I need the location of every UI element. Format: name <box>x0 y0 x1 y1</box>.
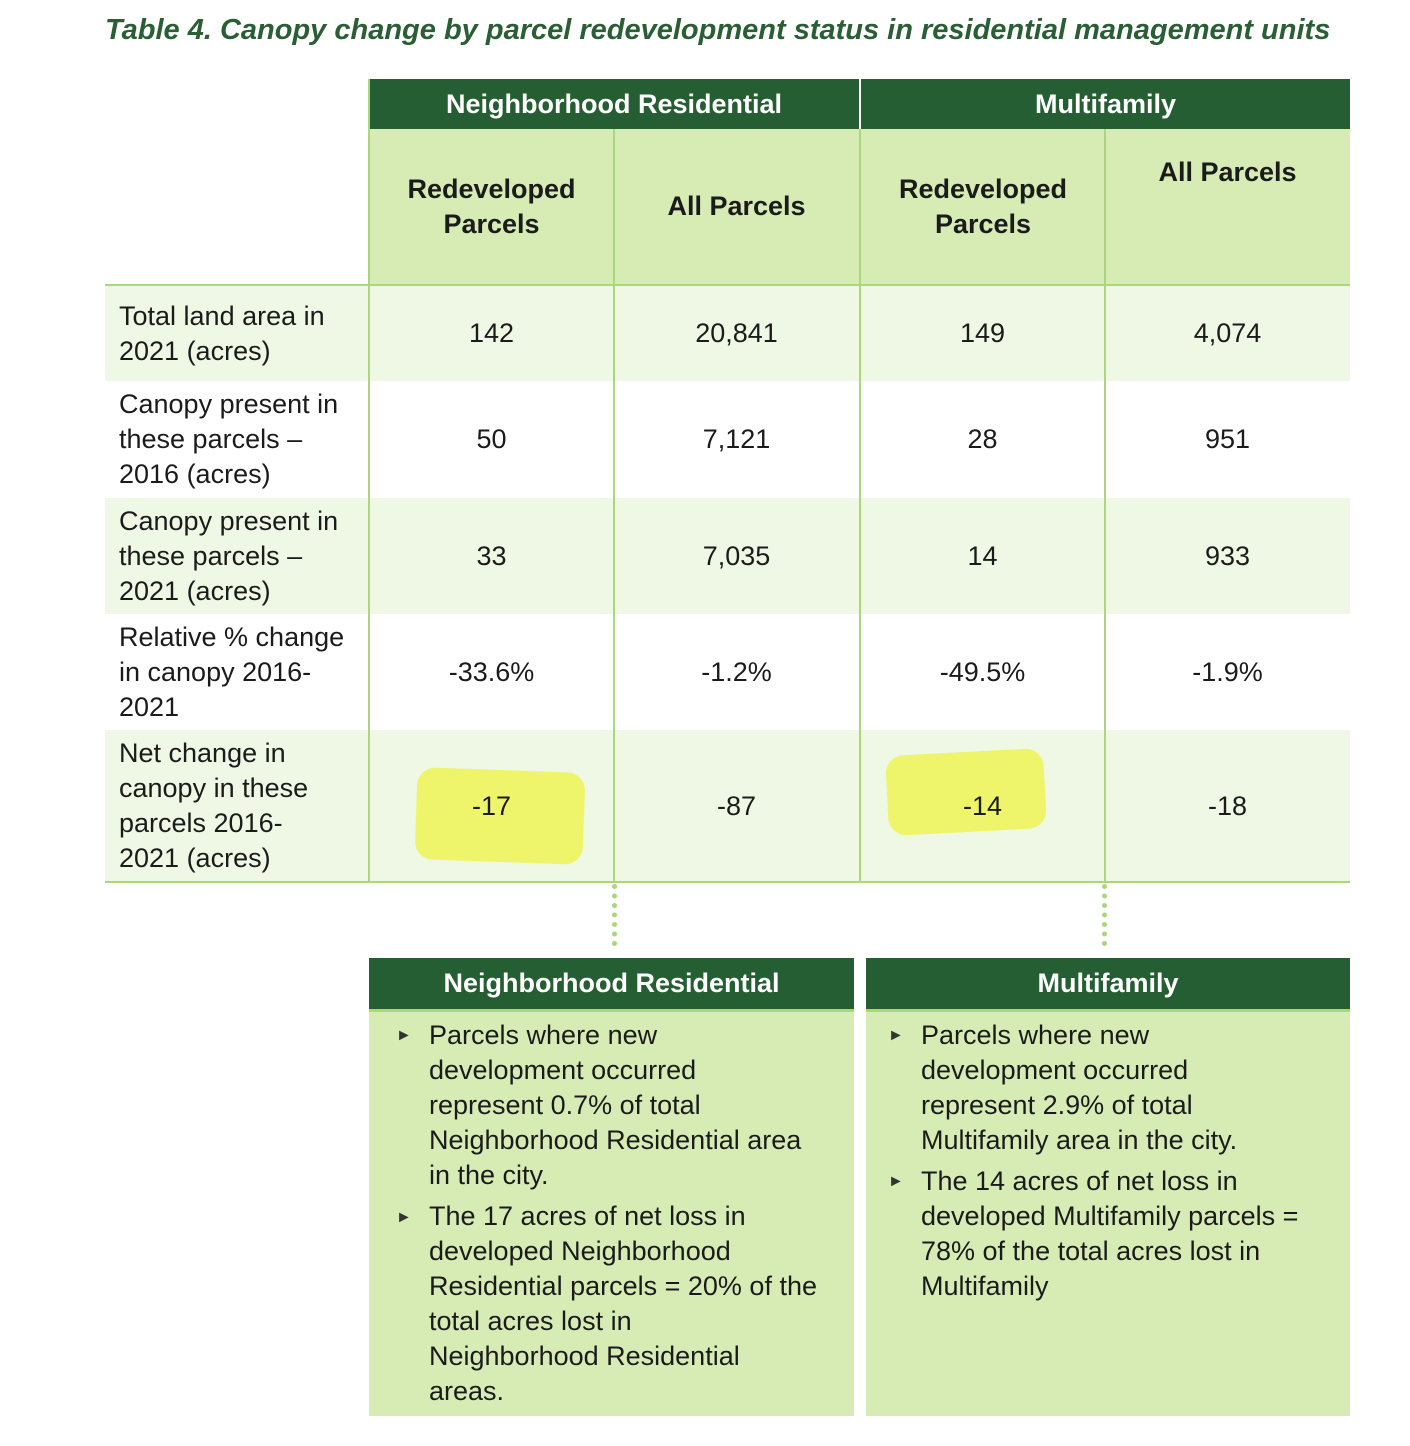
subheader-nr-redeveloped <box>369 129 614 284</box>
row-label-line: 2021 (acres) <box>119 576 271 606</box>
bullet-item <box>429 1199 817 1409</box>
bullet-line: developed Neighborhood <box>429 1236 731 1266</box>
table-cell: -1.2% <box>701 656 772 687</box>
subheader-mf-all-label: All Parcels <box>1158 157 1297 187</box>
table-cell: -87 <box>716 790 757 821</box>
divider <box>859 79 861 129</box>
bullet-line: represent 2.9% of total <box>921 1090 1193 1120</box>
bullet-line: Neighborhood Residential area <box>429 1125 802 1155</box>
bullet-arrow-icon: ► <box>396 1209 412 1226</box>
bullet-line: represent 0.7% of total <box>429 1090 701 1120</box>
bullet-line: Neighborhood Residential <box>429 1341 740 1371</box>
row-label-line: 2021 (acres) <box>119 336 271 366</box>
bullet-line: Parcels where new <box>429 1020 658 1050</box>
subheader-nr-all-label: All Parcels <box>667 191 806 221</box>
bullet-arrow-icon: ► <box>888 1173 904 1190</box>
subheader-mf-redeveloped-line1: Redeveloped <box>898 174 1068 204</box>
row-label-line: canopy in these <box>119 773 309 803</box>
table-cell: -14 <box>962 790 1003 821</box>
table-cell: 4,074 <box>1193 317 1262 348</box>
row-label-line: these parcels – <box>119 424 303 454</box>
table-cell: -33.6% <box>448 656 535 687</box>
row-label-line: 2021 (acres) <box>119 843 271 873</box>
table-cell: 14 <box>967 540 998 571</box>
bullet-arrow-icon: ► <box>888 1027 904 1044</box>
bullet-line: The 14 acres of net loss in <box>921 1166 1238 1196</box>
subheader-nr-all <box>614 129 859 284</box>
table-cell: 142 <box>468 317 515 348</box>
row-label <box>119 387 338 492</box>
bullet-item <box>429 1018 801 1193</box>
row-label <box>119 504 338 609</box>
subheader-nr-redeveloped-line1: Redeveloped <box>407 174 576 204</box>
bullet-line: 78% of the total acres lost in <box>921 1236 1261 1266</box>
table-title: Table 4. Canopy change by parcel redevelopment status in residential management units <box>105 14 1331 46</box>
bullet-line: in the city. <box>429 1160 549 1190</box>
bullet-line: total acres lost in <box>429 1306 632 1336</box>
table-cell: -18 <box>1207 790 1248 821</box>
subheader-mf-all <box>1105 129 1350 284</box>
subheader-mf-redeveloped <box>861 129 1105 284</box>
bullet-item <box>921 1164 1298 1304</box>
table-cell: 7,121 <box>702 424 771 454</box>
bullet-item <box>921 1018 1237 1158</box>
row-label-line: Canopy present in <box>119 506 339 536</box>
row-label-line: in canopy 2016- <box>119 657 312 687</box>
bullet-line: Multifamily area in the city. <box>921 1125 1238 1155</box>
table-cell: 149 <box>959 317 1006 348</box>
callout-heading-neighborhood-residential: Neighborhood Residential <box>369 958 854 1012</box>
table-cell: -17 <box>471 790 512 821</box>
row-label-line: Total land area in <box>119 301 325 331</box>
row-label-line: Relative % change <box>119 622 345 652</box>
table-cell: -1.9% <box>1192 656 1263 687</box>
bullet-line: Parcels where new <box>921 1020 1150 1050</box>
row-label-line: 2021 <box>119 692 180 722</box>
row-label-line: Canopy present in <box>119 389 339 419</box>
table-cell: -49.5% <box>939 656 1026 687</box>
row-label <box>119 299 325 369</box>
row-label-line: these parcels – <box>119 541 303 571</box>
group-header-multifamily: Multifamily <box>861 79 1350 129</box>
connector-line <box>1102 884 1107 946</box>
subheader-mf-redeveloped-line2: Parcels <box>934 209 1032 239</box>
row-label-line: parcels 2016- <box>119 808 283 838</box>
row-label <box>119 620 344 725</box>
bullet-line: Multifamily <box>921 1271 1049 1301</box>
table-cell: 7,035 <box>702 540 771 571</box>
table-cell: 33 <box>476 540 507 571</box>
row-label-line: Net change in <box>119 738 286 768</box>
table-cell: 28 <box>967 424 998 454</box>
bullet-line: development occurred <box>921 1055 1189 1085</box>
bullet-line: Residential parcels = 20% of the <box>429 1271 817 1301</box>
subheader-nr-redeveloped-line2: Parcels <box>443 209 540 239</box>
table-cell: 50 <box>476 424 507 454</box>
bullet-line: development occurred <box>429 1055 697 1085</box>
bullet-arrow-icon: ► <box>396 1027 412 1044</box>
table-cell: 933 <box>1204 540 1251 571</box>
callout-heading-multifamily: Multifamily <box>866 958 1350 1012</box>
table-cell: 951 <box>1204 424 1251 454</box>
row-label <box>119 736 308 876</box>
table-cell: 20,841 <box>695 317 778 348</box>
connector-line <box>612 884 617 946</box>
group-header-neighborhood-residential: Neighborhood Residential <box>369 79 859 129</box>
bullet-line: The 17 acres of net loss in <box>429 1201 746 1231</box>
bullet-line: developed Multifamily parcels = <box>921 1201 1299 1231</box>
bullet-line: areas. <box>429 1376 505 1406</box>
row-label-line: 2016 (acres) <box>119 459 271 489</box>
